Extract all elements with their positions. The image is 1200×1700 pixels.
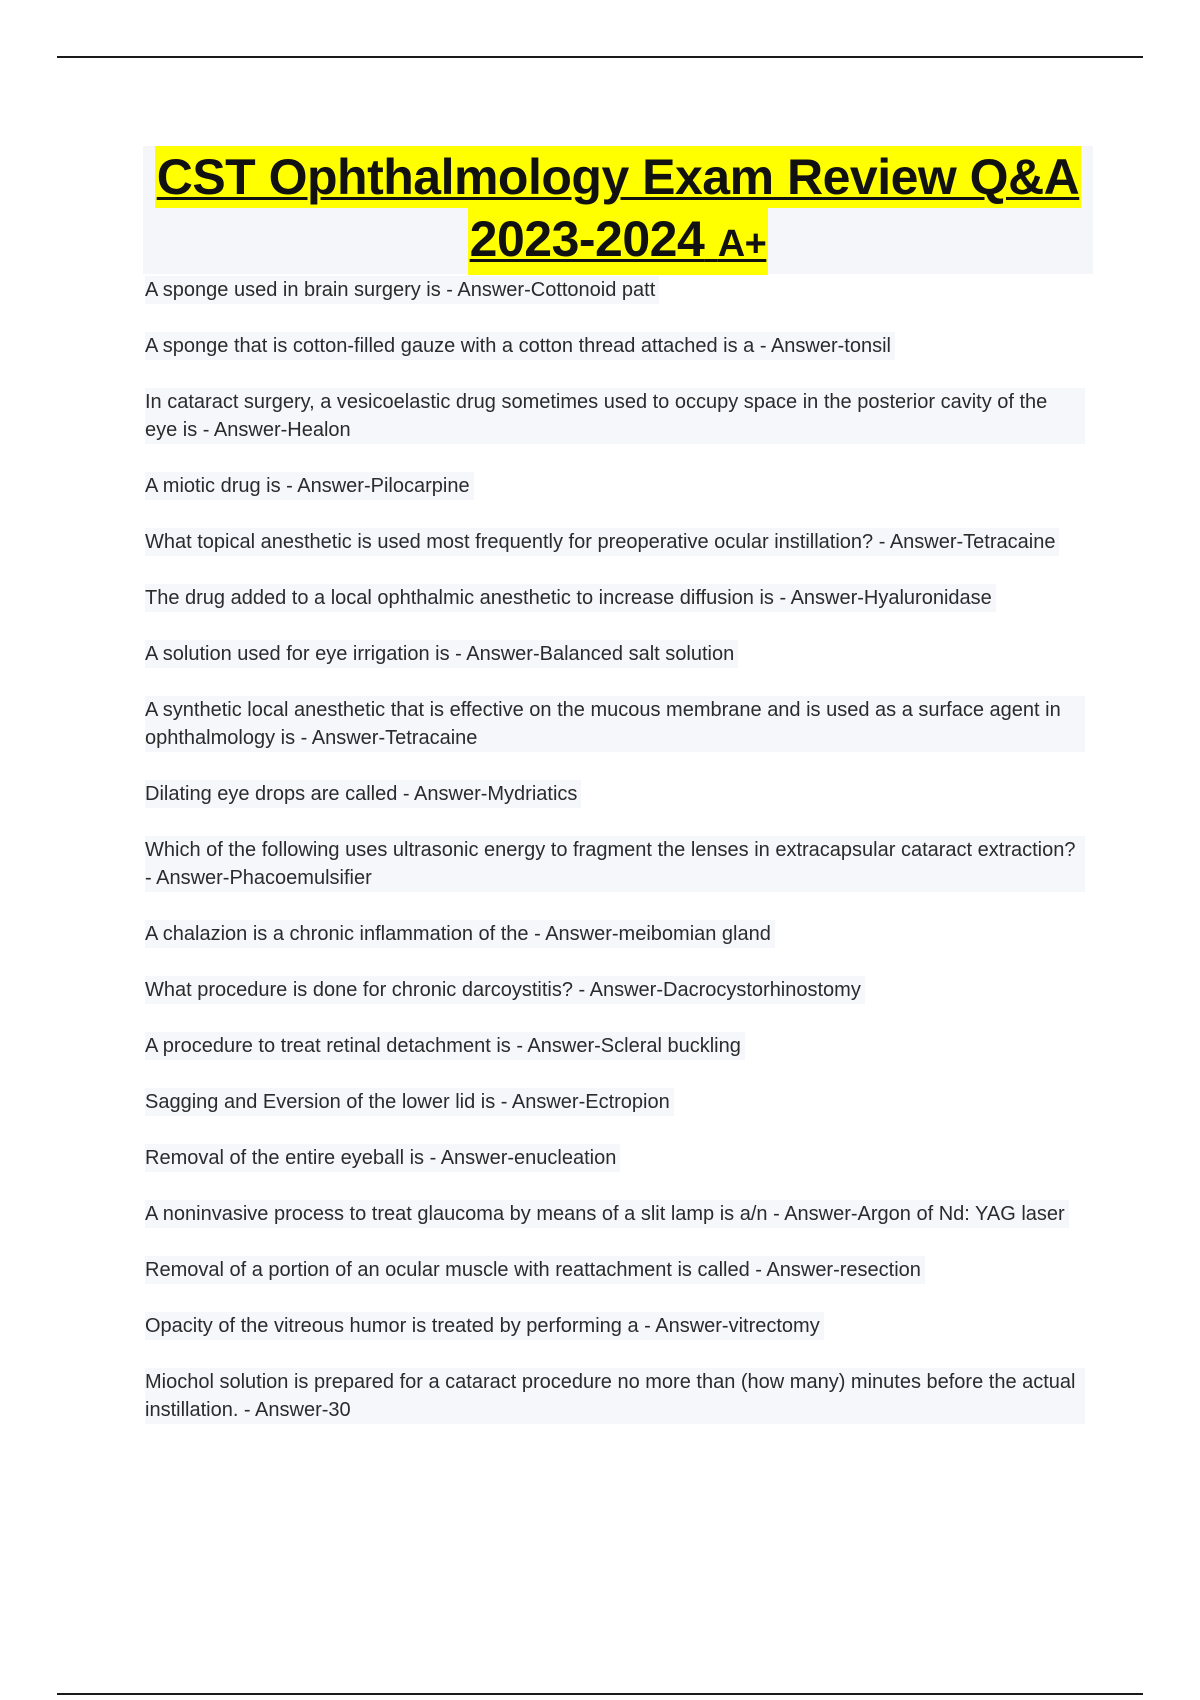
qa-item: The drug added to a local ophthalmic anesthetic to increase diffusion is - Answer-Hyaluronidase [145,584,996,612]
qa-item: Miochol solution is prepared for a cataract procedure no more than (how many) minutes before the actual instillation. - Answer-30 [145,1368,1085,1424]
qa-item: Removal of a portion of an ocular muscle with reattachment is called - Answer-resection [145,1256,925,1284]
qa-item: Dilating eye drops are called - Answer-Mydriatics [145,780,581,808]
qa-item: A sponge used in brain surgery is - Answer-Cottonoid patt [145,276,659,304]
title-grade: A+ [717,223,767,265]
top-divider [57,56,1143,58]
document-title [143,146,1093,274]
qa-item: Opacity of the vitreous humor is treated by performing a - Answer-vitrectomy [145,1312,824,1340]
title-year: 2023-2024 [469,211,705,267]
qa-item: A noninvasive process to treat glaucoma by means of a slit lamp is a/n - Answer-Argon of Nd: YAG laser [145,1200,1069,1228]
qa-item: A synthetic local anesthetic that is effective on the mucous membrane and is used as a surface agent in ophthalmology is - Answer-Tetracaine [145,696,1085,752]
title-line-2 [468,208,769,275]
title-line-1: CST Ophthalmology Exam Review Q&A [155,146,1082,208]
qa-item: Which of the following uses ultrasonic energy to fragment the lenses in extracapsular cataract extraction? - Answer-Phacoemulsifier [145,836,1085,892]
qa-item: Removal of the entire eyeball is - Answer-enucleation [145,1144,620,1172]
qa-item: A sponge that is cotton-filled gauze with a cotton thread attached is a - Answer-tonsil [145,332,895,360]
qa-list [145,276,1085,1424]
qa-item: A solution used for eye irrigation is - Answer-Balanced salt solution [145,640,738,668]
qa-item: In cataract surgery, a vesicoelastic drug sometimes used to occupy space in the posterior cavity of the eye is - Answer-Healon [145,388,1085,444]
qa-item: A miotic drug is - Answer-Pilocarpine [145,472,474,500]
qa-item: What procedure is done for chronic darcoystitis? - Answer-Dacrocystorhinostomy [145,976,865,1004]
qa-item: What topical anesthetic is used most frequently for preoperative ocular instillation? - Answer-Tetracaine [145,528,1059,556]
bottom-divider [57,1693,1143,1695]
qa-item: Sagging and Eversion of the lower lid is - Answer-Ectropion [145,1088,674,1116]
qa-item: A procedure to treat retinal detachment is - Answer-Scleral buckling [145,1032,745,1060]
qa-item: A chalazion is a chronic inflammation of the - Answer-meibomian gland [145,920,775,948]
